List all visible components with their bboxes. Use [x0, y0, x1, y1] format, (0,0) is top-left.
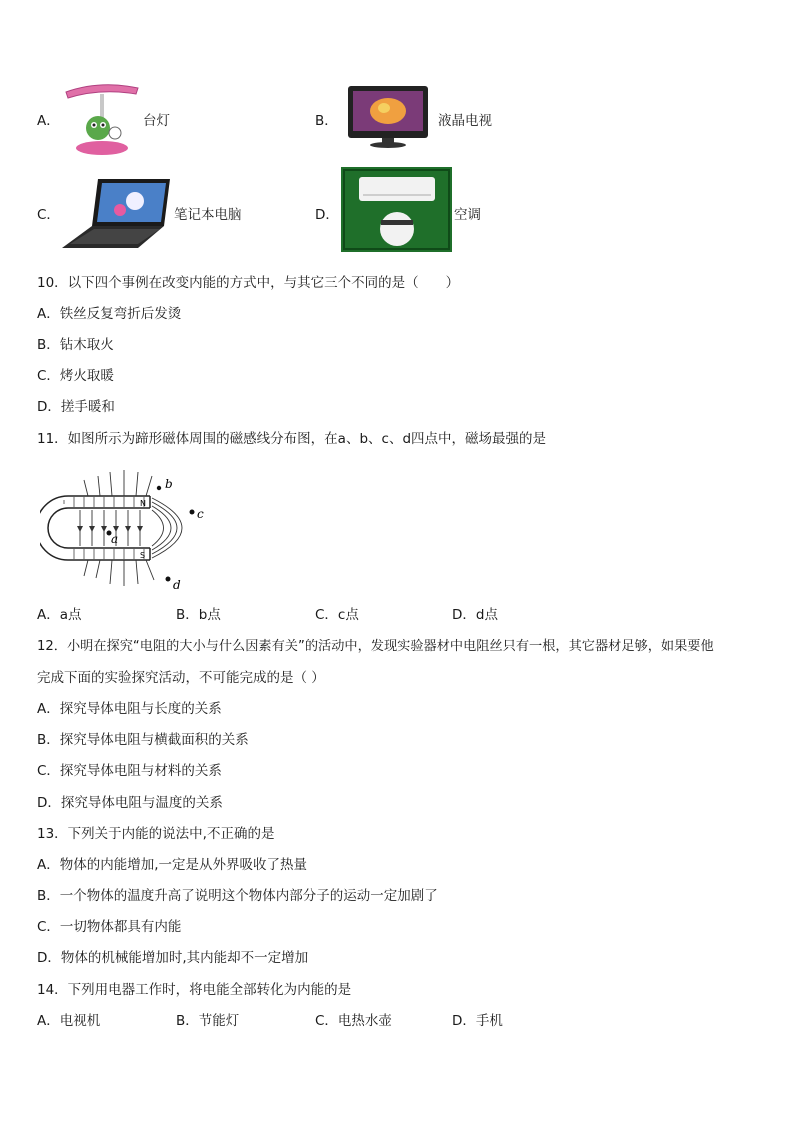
q10-option-b: B．钻木取火	[37, 337, 114, 353]
q9-option-d-letter: D．	[315, 207, 339, 223]
q13-option-c: C．一切物体都具有内能	[37, 919, 182, 935]
q10-option-a: A．铁丝反复弯折后发烫	[37, 306, 182, 322]
q14-option-c: C．电热水壶	[315, 1013, 392, 1029]
fig-label-b: b	[165, 477, 173, 491]
q9-option-a-label: 台灯	[143, 113, 170, 129]
q14-stem: 14．下列用电器工作时，将电能全部转化为内能的是	[37, 982, 352, 998]
air-conditioner-image	[341, 167, 452, 252]
q11-option-b: B．b点	[176, 607, 221, 623]
q9-option-c-letter: C．	[37, 207, 60, 223]
q11-option-d: D．d点	[452, 607, 498, 623]
q14-option-d: D．手机	[452, 1013, 503, 1029]
q9-option-a-letter: A．	[37, 113, 60, 129]
q9-option-d-label: 空调	[454, 207, 481, 223]
q10-stem: 10．以下四个事例在改变内能的方式中，与其它三个不同的是（ ）	[37, 275, 460, 291]
fig-label-a: a	[111, 532, 119, 546]
q9-option-b-letter: B．	[315, 113, 338, 129]
q9-option-c-label: 笔记本电脑	[174, 207, 242, 223]
q11-option-a: A．a点	[37, 607, 82, 623]
q11-stem: 11．如图所示为蹄形磁体周围的磁感线分布图，在a、b、c、d四点中，磁场最强的是	[37, 431, 547, 447]
fig-label-d: d	[173, 578, 181, 590]
q13-option-d: D．物体的机械能增加时,其内能却不一定增加	[37, 950, 309, 966]
q12-stem-line2: 完成下面的实验探究活动，不可能完成的是（ ）	[37, 670, 325, 686]
laptop-image	[60, 176, 172, 250]
lcd-tv-image	[338, 81, 435, 151]
q13-option-b: B．一个物体的温度升高了说明这个物体内部分子的运动一定加剧了	[37, 888, 438, 904]
desk-lamp-image	[60, 78, 142, 158]
q14-option-a: A．电视机	[37, 1013, 101, 1029]
fig-label-s: S	[140, 551, 146, 560]
q12-option-b: B．探究导体电阻与横截面积的关系	[37, 732, 249, 748]
q9-option-b-label: 液晶电视	[438, 113, 492, 129]
q13-option-a: A．物体的内能增加,一定是从外界吸收了热量	[37, 857, 308, 873]
horseshoe-magnet-field-figure	[40, 466, 210, 590]
q10-option-d: D．搓手暖和	[37, 399, 115, 415]
fig-label-n: N	[140, 499, 146, 508]
q12-option-d: D．探究导体电阻与温度的关系	[37, 795, 223, 811]
q14-option-b: B．节能灯	[176, 1013, 240, 1029]
q12-option-a: A．探究导体电阻与长度的关系	[37, 701, 222, 717]
q13-stem: 13．下列关于内能的说法中,不正确的是	[37, 826, 275, 842]
fig-label-c: c	[197, 507, 204, 521]
q12-stem-line1: 12．小明在探究“电阻的大小与什么因素有关”的活动中，发现实验器材中电阻丝只有一根，其它器材足够，如果要他	[37, 639, 714, 654]
q12-option-c: C．探究导体电阻与材料的关系	[37, 763, 222, 779]
q10-option-c: C．烤火取暖	[37, 368, 114, 384]
q11-option-c: C．c点	[315, 607, 359, 623]
